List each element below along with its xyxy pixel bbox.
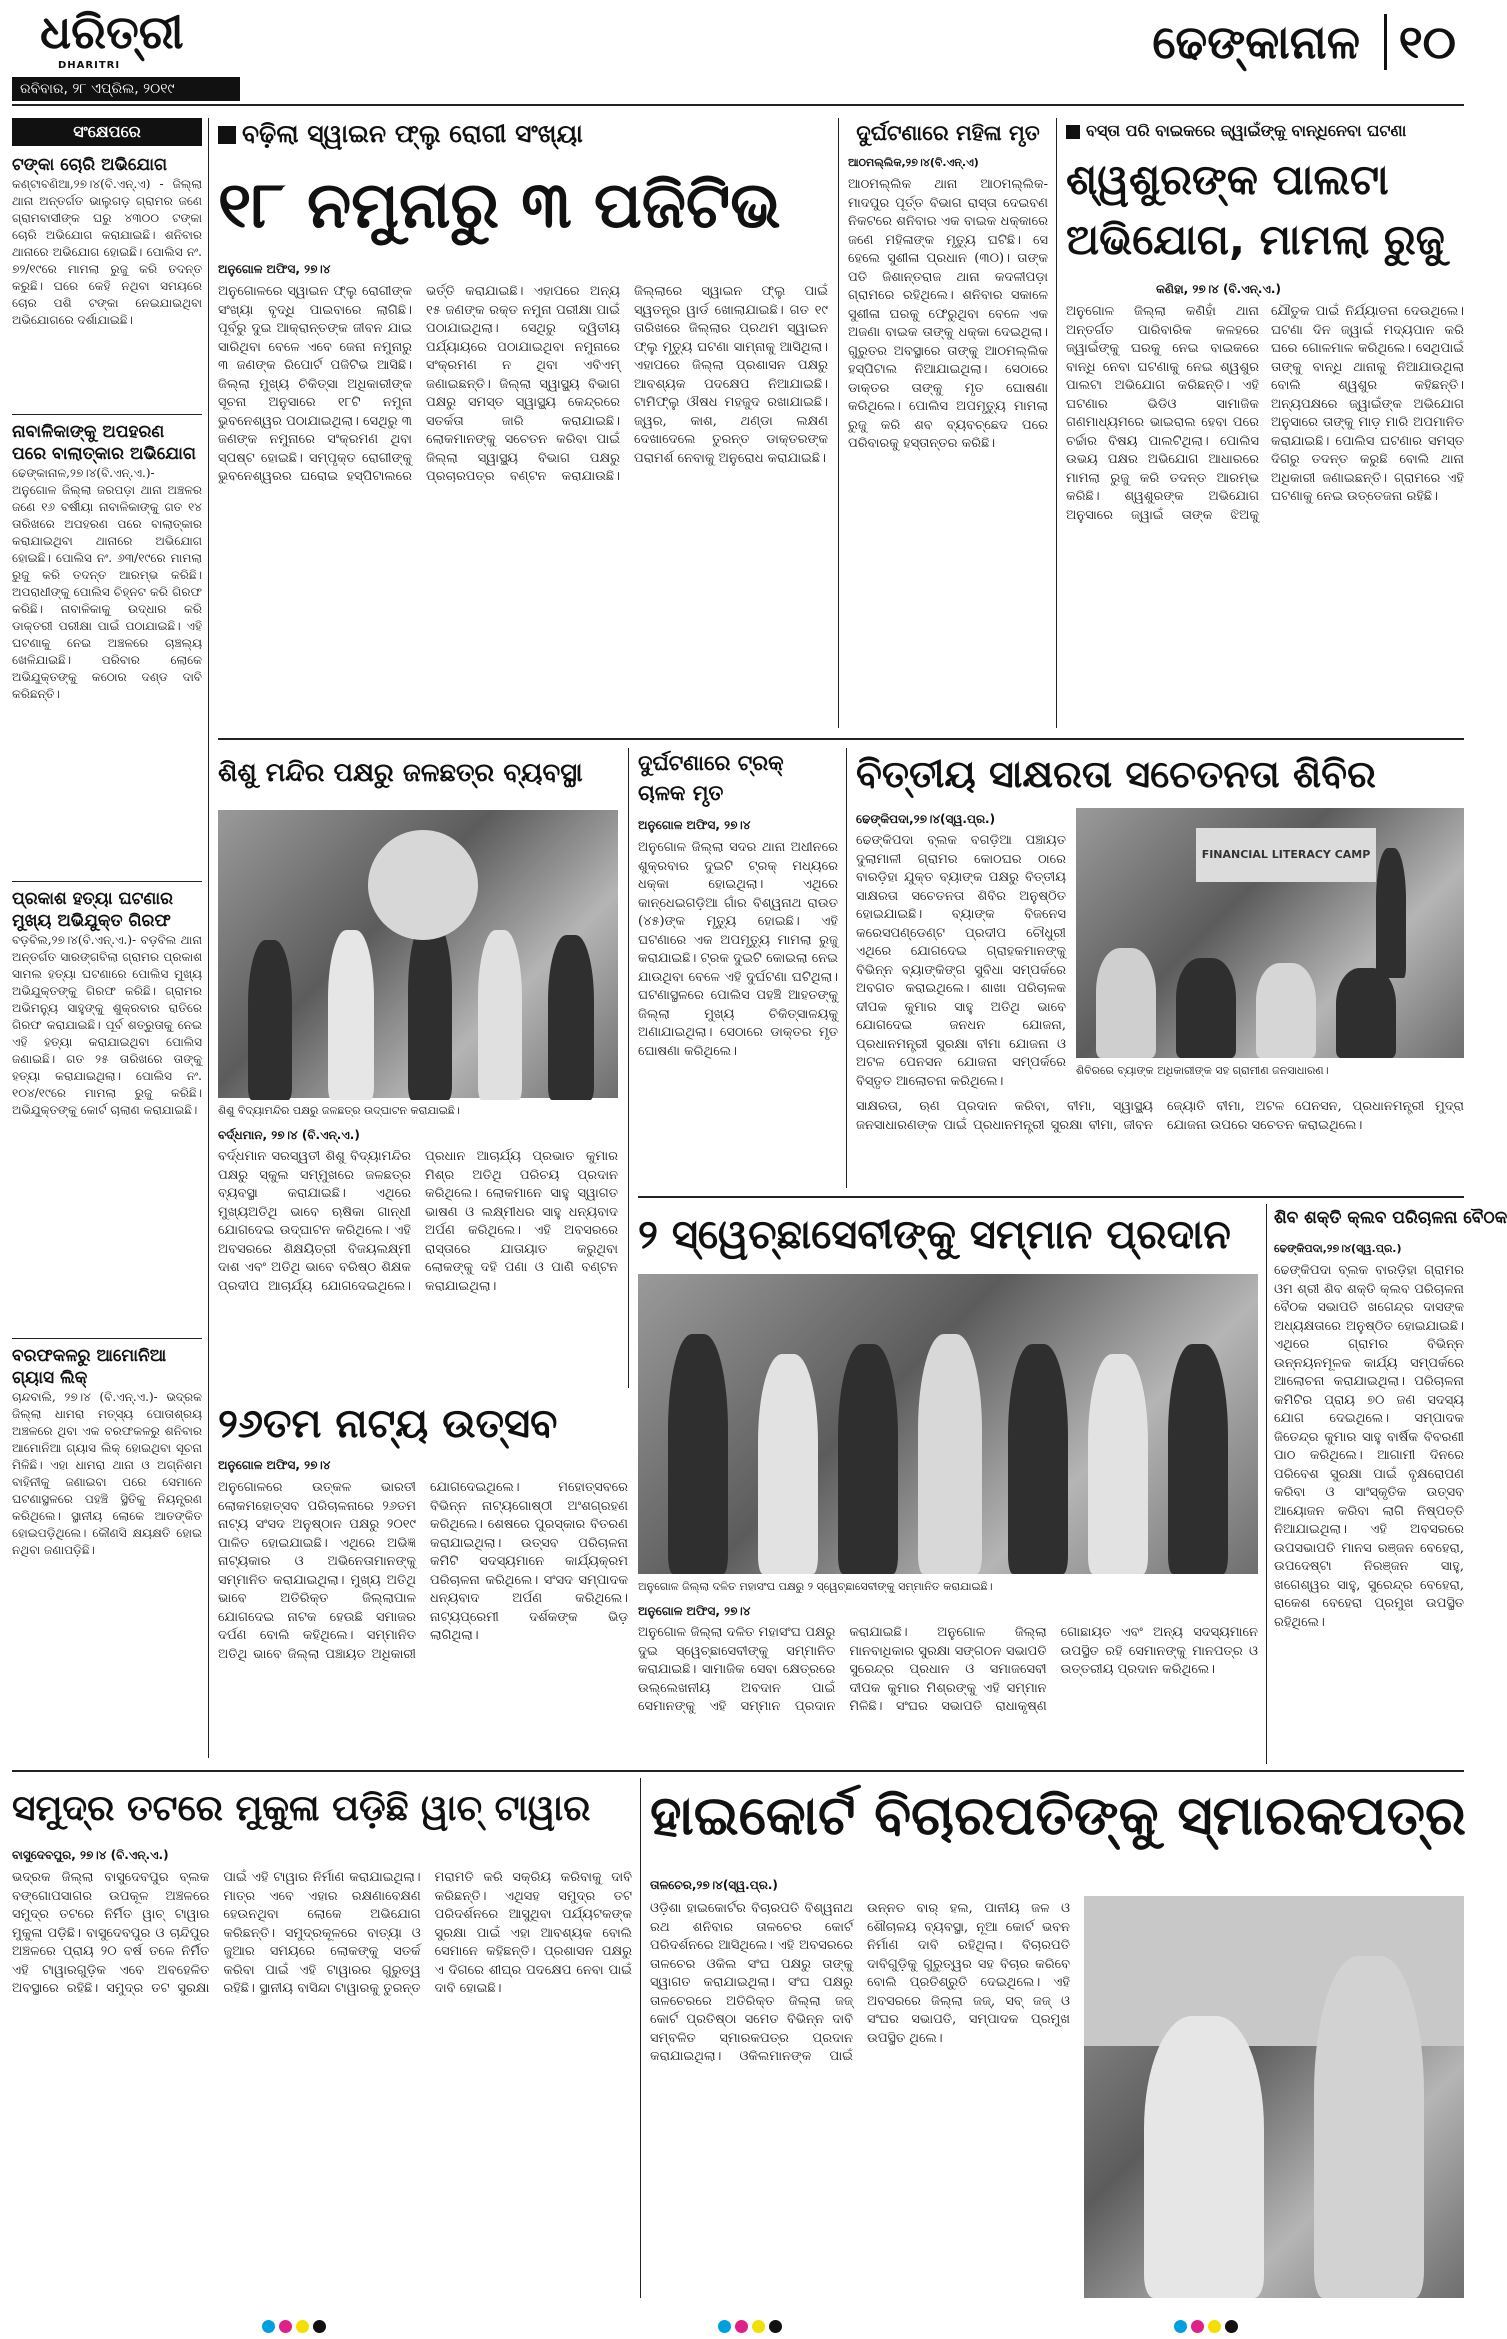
district-name: ଢେଙ୍କାନାଳ xyxy=(1152,15,1360,69)
story-headline: ଶିଶୁ ମନ୍ଦିର ପକ୍ଷରୁ ଜଳଛତ୍ର ବ୍ୟବସ୍ଥା xyxy=(218,758,583,788)
cmyk-dots xyxy=(260,2318,328,2334)
brief-divider xyxy=(12,414,202,415)
registration-marks xyxy=(260,2318,1240,2334)
photo-figure xyxy=(668,1334,728,1574)
story-body: ଓଡ଼ିଶା ହାଇକୋର୍ଟର ବିଚାରପତି ବିଶ୍ୱନାଥ ରଥ ଶନିବାର ତାଳଚେର କୋର୍ଟ ପରିଦର୍ଶନରେ ଆସିଥିଲେ। ଏହି ଅବସରରେ ତାଳଚେର ଓକିଲ ସଂଘ ପକ୍ଷରୁ ତାଙ୍କୁ ସ୍ୱାଗତ କରାଯାଇଥିଲା। ସଂଘ ପକ୍ଷରୁ ତାଳଚେରରେ ଅତିରିକ୍ତ ଜିଲ୍ଲା ଜଜ୍ କୋର୍ଟ ପ୍ରତିଷ୍ଠା ସମେତ ବିଭିନ୍ନ ଦାବି ସମ୍ବଳିତ ସ୍ମାରକପତ୍ର ପ୍ରଦାନ କରାଯାଇଥିଲା। ଓକିଲମାନଙ୍କ ପାଇଁ ଉନ୍ନତ ବାର୍ ହଲ, ପାନୀୟ ଜଳ ଓ ଶୌଚାଳୟ ବ୍ୟବସ୍ଥା, ନୂଆ କୋର୍ଟ ଭବନ ନିର୍ମାଣ ଦାବି ରହିଥିଲା। ବିଚାରପତି ଦାବିଗୁଡ଼ିକୁ ଗୁରୁତ୍ୱର ସହ ବିଚାର କରିବେ ବୋଲି ପ୍ରତିଶ୍ରୁତି ଦେଇଥିଲେ। ଏହି ଅବସରରେ ଜିଲ୍ଲା ଜଜ୍, ସବ୍ ଜଜ୍ ଓ ସଂଘର ସଭାପତି, ସମ୍ପାଦକ ପ୍ରମୁଖ ଉପସ୍ଥିତ ଥିଲେ। xyxy=(650,1901,1070,2064)
photo-figure xyxy=(1096,948,1156,1058)
brief-body: କଣ୍ଟାବଣିଆ,୨୭।୪(ବି.ଏନ୍.ଏ) - ଜିଲ୍ଲା ଥାନା ଅନ୍ତର୍ଗତ ଭାଲୁଗଡ଼ ଗ୍ରାମର ଜଣେ ଗ୍ରାମବାସୀଙ୍କ ଘରୁ ୪୩୦୦ ଟଙ୍କା ଚୋରି ଅଭିଯୋଗ କରାଯାଇଛି। ଶନିବାର ଥାନାରେ ଅଭିଯୋଗ ହୋଇଛି। ପୋଲିସ ନଂ. ୭୨/୧୯ରେ ମାମଲା ରୁଜୁ କରି ତଦନ୍ତ କରୁଛି। ଘରେ କେହି ନଥିବା ସମୟରେ ଚୋର ପଶି ଟଙ୍କା ନେଇଯାଇଥିବା ଅଭିଯୋଗରେ ଦର୍ଶାଯାଇଛି। xyxy=(12,177,202,327)
story-byline: ଅନୁଗୋଳ ଅଫିସ, ୨୭।୪ xyxy=(638,1604,751,1618)
photo-figure xyxy=(918,1334,982,1574)
page-number: ୧୦ xyxy=(1384,14,1456,70)
story-body: ଢେଙ୍କିପଦା ବ୍ଲକ ବଗଡ଼ିଆ ପଞ୍ଚାୟତ ଦୁଲାମାଳୀ ଗ୍ରାମର କୋଠଘର ଠାରେ ବାରଡ଼ିହା ଯୁକ୍ତ ବ୍ୟାଙ୍କ ପକ୍ଷରୁ ବିତ୍ତୀୟ ସାକ୍ଷରତା ସଚେତନତା ଶିବିର ଅନୁଷ୍ଠିତ ହୋଇଯାଇଛି। ବ୍ୟାଙ୍କ ବିଜନେସ କରେସପଣ୍ଡେଣ୍ଟ ପ୍ରଦୀପ ଚୌଧୁରୀ ଏଥିରେ ଯୋଗଦେଇ ଗ୍ରାହକମାନଙ୍କୁ ବିଭିନ୍ନ ବ୍ୟାଙ୍କିଙ୍ଗ ସୁବିଧା ସମ୍ପର୍କରେ ଅବଗତ କରାଇଥିଲେ। ଶାଖା ପରିଚାଳକ ଦୀପକ କୁମାର ସାହୁ ଅତିଥି ଭାବେ ଯୋଗଦେଇ ଜନଧନ ଯୋଜନା, ପ୍ରଧାନମନ୍ତ୍ରୀ ସୁରକ୍ଷା ବୀମା ଯୋଜନା ଓ ଅଟଳ ପେନସନ ଯୋଜନା ସମ୍ପର୍କରେ ବିସ୍ତୃତ ଆଲୋଚନା କରିଥିଲେ। xyxy=(856,833,1066,1089)
photo-caption: ଶିଶୁ ବିଦ୍ୟାମନ୍ଦିର ପକ୍ଷରୁ ଜଳଛତ୍ର ଉଦ୍‌ଘାଟନ କରାଯାଇଛି। xyxy=(218,1104,460,1117)
newspaper-logo-sub: DHARITRI xyxy=(58,60,121,71)
story-photo xyxy=(218,810,618,1098)
story-swine-flu xyxy=(218,118,828,728)
brief-column xyxy=(12,118,202,1758)
date-bar: ରବିବାର, ୨୮ ଏପ୍ରିଲ, ୨୦୧୯ xyxy=(12,77,240,101)
brief-item xyxy=(12,154,202,408)
bullet-square xyxy=(218,126,236,144)
story-body: ଢେଙ୍କିପଦା ବ୍ଲକ ବାରଡ଼ିହା ଗ୍ରାମର ଓମ ଶ୍ରୀ ଶିବ ଶକ୍ତି କ୍ଲବ ପରିଚାଳନା ବୈଠକ ସଭାପତି ଖଗେନ୍ଦ୍ର ଦାସଙ୍କ ଅଧ୍ୟକ୍ଷତାରେ ଅନୁଷ୍ଠିତ ହୋଇଯାଇଛି। ଏଥିରେ ଗ୍ରାମର ବିଭିନ୍ନ ଉନ୍ନୟନମୂଳକ କାର୍ଯ୍ୟ ସମ୍ପର୍କରେ ଆଲୋଚନା କରାଯାଇଥିଲା। ପରିଚାଳନା କମିଟିର ପ୍ରାୟ ୭୦ ଜଣ ସଦସ୍ୟ ଯୋଗ ଦେଇଥିଲେ। ସମ୍ପାଦକ ଜିତେନ୍ଦ୍ର କୁମାର ସାହୁ ବାର୍ଷିକ ବିବରଣୀ ପାଠ କରିଥିଲେ। ଆଗାମୀ ଦିନରେ ପରିବେଶ ସୁରକ୍ଷା ପାଇଁ ବୃକ୍ଷରୋପଣ କରିବା ଓ ସାଂସ୍କୃତିକ ଉତ୍ସବ ଆୟୋଜନ କରିବା ଲାଗି ନିଷ୍ପତ୍ତି ନିଆଯାଇଥିଲା। ଏହି ଅବସରରେ ଉପସଭାପତି ମାନସ ରଞ୍ଜନ ବେହେରା, ଉପଦେଷ୍ଟା ନିରଞ୍ଜନ ସାହୁ, ଖଗେଶ୍ୱର ସାହୁ, ସୁରେନ୍ଦ୍ର ବେହେରା, ରାକେଶ ବେହେରା ପ୍ରମୁଖ ଉପସ୍ଥିତ ରହିଥିଲେ। xyxy=(1274,1263,1464,1630)
story-body: ଅନୁଗୋଳରେ ଉତ୍କଳ ଭାରତୀ ଲୋକମହୋତ୍ସବ ପରିଚାଳନାରେ ୨୬ତମ ନାଟ୍ୟ ସଂସଦ ଅନୁଷ୍ଠାନ ପକ୍ଷରୁ ୨୦୧୯ ପାଳିତ ହୋଇଯାଇଛି। ଏଥିରେ ଅଭିଜ୍ଞ ନାଟ୍ୟକାର ଓ ଅଭିନେତାମାନଙ୍କୁ ସମ୍ମାନିତ କରାଯାଇଥିଲା। ମୁଖ୍ୟ ଅତିଥି ଭାବେ ଅତିରିକ୍ତ ଜିଲ୍ଲାପାଳ ଯୋଗଦେଇ ନାଟକ ହେଉଛି ସମାଜର ଦର୍ପଣ ବୋଲି କହିଥିଲେ। ସମ୍ମାନିତ ଅତିଥି ଭାବେ ଜିଲ୍ଲା ପଞ୍ଚାୟତ ଅଧିକାରୀ ଯୋଗଦେଇଥିଲେ। ମହୋତ୍ସବରେ ବିଭିନ୍ନ ନାଟ୍ୟଗୋଷ୍ଠୀ ଅଂଶଗ୍ରହଣ କରିଥିଲେ। ଶେଷରେ ପୁରସ୍କାର ବିତରଣ କରାଯାଇଥିଲା। ଉତ୍ସବ ପରିଚାଳନା କମିଟି ସଦସ୍ୟମାନେ କାର୍ଯ୍ୟକ୍ରମ ପରିଚାଳନା କରିଥିଲେ। ସଂସଦ ସମ୍ପାଦକ ଧନ୍ୟବାଦ ଅର୍ପଣ କରିଥିଲେ। ନାଟ୍ୟପ୍ରେମୀ ଦର୍ଶକଙ୍କ ଭିଡ଼ ଲାଗିଥିଲା। xyxy=(218,1480,628,1662)
photo-figure xyxy=(548,935,594,1100)
row-rule xyxy=(12,1770,1464,1772)
photo-figure xyxy=(838,1344,898,1574)
story-natya-utsav xyxy=(218,1396,628,1766)
story-headline: ହାଇକୋର୍ଟ ବିଚାରପତିଙ୍କୁ ସ୍ମାରକପତ୍ର xyxy=(650,1784,1466,1847)
story-shiv-shakti xyxy=(1274,1204,1507,1764)
story-byline: ଅନୁଗୋଳ ଅଫିସ, ୨୭।୪ xyxy=(638,818,751,832)
brief-divider xyxy=(12,881,202,882)
photo-figure xyxy=(1376,848,1406,978)
photo-figure xyxy=(408,920,452,1100)
brief-headline: ଟଙ୍କା ଚୋରି ଅଭିଯୋଗ xyxy=(12,155,168,175)
story-body: ଭଦ୍ରକ ଜିଲ୍ଲା ବାସୁଦେବପୁର ବ୍ଲକ ବଙ୍ଗୋପସାଗର ଉପକୂଳ ଅଞ୍ଚଳରେ ସମୁଦ୍ର ତଟରେ ନିର୍ମିତ ୱାଚ୍ ଟାୱାର ମୁକୁଳା ପଡ଼ିଛି। ବାସୁଦେବପୁର ଓ ଚାନ୍ଦିପୁର ଅଞ୍ଚଳରେ ପ୍ରାୟ ୨୦ ବର୍ଷ ତଳେ ନିର୍ମିତ ଏହି ଟାୱାରଗୁଡ଼ିକ ଏବେ ଅବହେଳିତ ଅବସ୍ଥାରେ ରହିଛି। ସମୁଦ୍ର ତଟ ସୁରକ୍ଷା ପାଇଁ ଏହି ଟାୱାର ନିର୍ମାଣ କରାଯାଇଥିଲା। ମାତ୍ର ଏବେ ଏହାର ରକ୍ଷଣାବେକ୍ଷଣ ହେଉନଥିବା ଲୋକେ ଅଭିଯୋଗ କରିଛନ୍ତି। ସମୁଦ୍ରକୂଳରେ ବାତ୍ୟା ଓ ଜୁଆର ସମୟରେ ଲୋକଙ୍କୁ ସତର୍କ କରିବା ପାଇଁ ଏହି ଟାୱାରର ଗୁରୁତ୍ୱ ରହିଛି। ସ୍ଥାନୀୟ ବାସିନ୍ଦା ଟାୱାରକୁ ତୁରନ୍ତ ମରାମତି କରି ସକ୍ରିୟ କରିବାକୁ ଦାବି କରିଛନ୍ତି। ଏଥିସହ ସମୁଦ୍ର ତଟ ପରିଦର୍ଶନରେ ଆସୁଥିବା ପର୍ଯ୍ୟଟକଙ୍କ ସୁରକ୍ଷା ପାଇଁ ଏହା ଆବଶ୍ୟକ ବୋଲି ସେମାନେ କହିଛନ୍ତି। ପ୍ରଶାସନ ପକ୍ଷରୁ ଏ ଦିଗରେ ଶୀଘ୍ର ପଦକ୍ଷେପ ନେବା ପାଇଁ ଦାବି ହୋଇଛି। xyxy=(12,1870,632,1996)
photo-figure xyxy=(1314,1956,1424,2298)
story-headline: ଶ୍ୱଶୁରଙ୍କ ପାଲଟା ଅଭିଯୋଗ, ମାମଲା ରୁଜୁ xyxy=(1066,155,1445,264)
story-body: ଅନୁଗୋଳ ଜିଲ୍ଲା ଦଳିତ ମହାସଂଘ ପକ୍ଷରୁ ଦୁଇ ସ୍ୱେଚ୍ଛାସେବୀଙ୍କୁ ସମ୍ମାନିତ କରାଯାଇଛି। ସାମାଜିକ ସେବା କ୍ଷେତ୍ରରେ ଉଲ୍ଲେଖନୀୟ ଅବଦାନ ପାଇଁ ସେମାନଙ୍କୁ ଏହି ସମ୍ମାନ ପ୍ରଦାନ କରାଯାଇଛି। ଅନୁଗୋଳ ଜିଲ୍ଲା ମାନବାଧିକାର ସୁରକ୍ଷା ସଙ୍ଗଠନ ସଭାପତି ସୁରେନ୍ଦ୍ର ପ୍ରଧାନ ଓ ସମାଜସେବୀ ଦୀପକ କୁମାର ମିଶ୍ରଙ୍କୁ ଏହି ସମ୍ମାନ ମିଳିଛି। ସଂଘର ସଭାପତି ରାଧାକୃଷ୍ଣ ଗୋଛାୟତ ଏବଂ ଅନ୍ୟ ସଦସ୍ୟମାନେ ଉପସ୍ଥିତ ରହି ସେମାନଙ୍କୁ ମାନପତ୍ର ଓ ଉତ୍ତରୀୟ ପ୍ରଦାନ କରିଥିଲେ। xyxy=(638,1625,1258,1714)
column-rule xyxy=(1056,118,1057,728)
story-byline: ଅନୁଗୋଳ ଅଫିସ, ୨୭।୪ xyxy=(218,262,331,276)
photo-figure xyxy=(1256,963,1316,1058)
masthead xyxy=(0,0,1476,108)
story-kicker: ବସ୍ତା ପରି ବାଇକରେ ଜ୍ୱାଇଁଙ୍କୁ ବାନ୍ଧିନେବା ଘଟଣା xyxy=(1066,118,1464,144)
story-byline: ତାଳଚେର,୨୭।୪(ସ୍ୱ.ପ୍ର.) xyxy=(650,1878,778,1892)
story-body: ବର୍ଦ୍ଧମାନ ସରସ୍ୱତୀ ଶିଶୁ ବିଦ୍ୟାମନ୍ଦିର ପକ୍ଷରୁ ସ୍କୁଲ ସମ୍ମୁଖରେ ଜଳଛତ୍ର ବ୍ୟବସ୍ଥା କରାଯାଇଛି। ଏଥିରେ ମୁଖ୍ୟଅତିଥି ଭାବେ ଋଷିକା ଗାନ୍ଧୀ ଯୋଗଦେଇ ଉଦ୍‌ଘାଟନ କରିଥିଲେ। ଏହି ଅବସରରେ ଶିକ୍ଷୟିତ୍ରୀ ବିଜୟଲକ୍ଷ୍ମୀ ଦାଶ ଏବଂ ଅତିଥି ଭାବେ ବରିଷ୍ଠ ଶିକ୍ଷକ ପ୍ରଦୀପ ଆଚାର୍ଯ୍ୟ ଯୋଗଦେଇଥିଲେ। ପ୍ରଧାନ ଆଚାର୍ଯ୍ୟ ପ୍ରଭାତ କୁମାର ମିଶ୍ର ଅତିଥି ପରିଚୟ ପ୍ରଦାନ କରିଥିଲେ। ଲୋକମାନେ ସାହୁ ସ୍ୱାଗତ ଭାଷଣ ଓ ଲକ୍ଷ୍ମୀଧର ସାହୁ ଧନ୍ୟବାଦ ଅର୍ପଣ କରିଥିଲେ। ଏହି ଅବସରରେ ରାସ୍ତାରେ ଯାତାୟାତ କରୁଥିବା ଲୋକଙ୍କୁ ଦହି ପଣା ଓ ପାଣି ବଣ୍ଟନ କରାଯାଇଥିଲା। xyxy=(218,1149,618,1294)
brief-item xyxy=(12,888,202,1332)
photo-figure xyxy=(248,940,292,1100)
brief-body: ବଡ଼ବିଲ,୨୭।୪(ବି.ଏନ୍.ଏ.)- ବଡ଼ବିଲ ଥାନା ଅନ୍ତର୍ଗତ ସାରଙ୍ଗବିଲା ଗ୍ରାମର ପ୍ରକାଶ ସାମଲ ହତ୍ୟା ଘଟଣାରେ ପୋଲିସ ମୁଖ୍ୟ ଅଭିଯୁକ୍ତଙ୍କୁ ଗିରଫ କରିଛି। ଗ୍ରାମର ଅଭିମନ୍ୟୁ ସାହୁଙ୍କୁ ଶୁକ୍ରବାର ରାତିରେ ଗିରଫ କରାଯାଇଛି। ପୂର୍ବ ଶତ୍ରୁତାକୁ ନେଇ ଏହି ହତ୍ୟା କରାଯାଇଥିବା ପୋଲିସ ଜଣାଇଛି। ଗତ ୨୫ ତାରିଖରେ ତାଙ୍କୁ ହତ୍ୟା କରାଯାଇଥିଲା। ପୋଲିସ ନଂ. ୧୦୪/୧୯ରେ ମାମଲା ରୁଜୁ କରିଛି। ଅଭିଯୁକ୍ତଙ୍କୁ କୋର୍ଟ ଚାଲାଣ କରାଯାଇଛି। xyxy=(12,933,202,1117)
story-headline: ଶିବ ଶକ୍ତି କ୍ଲବ ପରିଚାଳନା ବୈଠକ xyxy=(1274,1208,1507,1228)
story-headline: ଦୁର୍ଘଟଣାରେ ମହିଳା ମୃତ xyxy=(856,121,1040,145)
photo-figure xyxy=(1144,2016,1264,2298)
photo-figure xyxy=(1168,1344,1228,1574)
story-headline: ସମୁଦ୍ର ତଟରେ ମୁକୁଳା ପଡ଼ିଛି ୱାଚ୍ ଟାୱାର xyxy=(12,1788,591,1829)
brief-body: ଢେଙ୍କାନାଳ,୨୭।୪(ବି.ଏନ୍.ଏ.)- ଅନୁଗୋଳ ଜିଲ୍ଲା ଜରପଡ଼ା ଥାନା ଅଞ୍ଚଳର ଜଣେ ୧୬ ବର୍ଷୀୟା ନାବାଳିକାଙ୍କୁ ଗତ ୧୪ ତାରିଖରେ ଅପହରଣ ପରେ ବାଲାତ୍କାର କରାଯାଇଥିବା ଥାନାରେ ଅଭିଯୋଗ ହୋଇଛି। ପୋଲିସ ନଂ. ୬୩/୧୯ରେ ମାମଲା ରୁଜୁ କରି ତଦନ୍ତ ଆରମ୍ଭ କରିଛି। ଅପରାଧୀଙ୍କୁ ପୋଲିସ ଚିହ୍ନଟ କରି ଗିରଫ କରିଛି। ନାବାଳିକାକୁ ଉଦ୍ଧାର କରି ଡାକ୍ତରୀ ପରୀକ୍ଷା ପାଇଁ ପଠାଯାଇଛି। ଏହି ଘଟଣାକୁ ନେଇ ଅଞ୍ଚଳରେ ଚାଞ୍ଚଲ୍ୟ ଖେଳିଯାଇଛି। ପରିବାର ଲୋକେ ଅଭିଯୁକ୍ତଙ୍କୁ କଠୋର ଦଣ୍ଡ ଦାବି କରିଛନ୍ତି। xyxy=(12,466,202,701)
newspaper-logo: ଧରିତ୍ରୀ xyxy=(40,5,184,59)
column-rule xyxy=(208,118,209,1758)
column-rule xyxy=(640,1778,641,2298)
brief-tag: ସଂକ୍ଷେପରେ xyxy=(12,118,202,146)
photo-figure xyxy=(1176,958,1236,1058)
story-woman-accident xyxy=(848,118,1048,728)
story-father-in-law xyxy=(1066,118,1464,728)
photo-figure xyxy=(758,1354,818,1574)
photo-caption: ଅନୁଗୋଳ ଜିଲ୍ଲା ଦଳିତ ମହାସଂଘ ପକ୍ଷରୁ ୨ ସ୍ୱେଚ୍ଛାସେବୀଙ୍କୁ ସମ୍ମାନିତ କରାଯାଇଛି। xyxy=(638,1580,993,1593)
story-financial-literacy xyxy=(856,748,1464,1188)
photo-banner: FINANCIAL LITERACY CAMP xyxy=(1196,828,1376,882)
column-rule xyxy=(628,748,629,1388)
story-headline: ଦୁର୍ଘଟଣାରେ ଟ୍ରକ୍ ଚାଳକ ମୃତ xyxy=(638,751,784,805)
story-byline: ବାସୁଦେବପୁର, ୨୭।୪ (ବି.ଏନ୍.ଏ.) xyxy=(12,1848,169,1862)
cmyk-dots xyxy=(716,2318,784,2334)
story-volunteer-honour xyxy=(638,1204,1258,1764)
photo-figure xyxy=(1336,968,1396,1058)
story-byline: ଅନୁଗୋଳ ଅଫିସ, ୨୭।୪ xyxy=(218,1458,331,1472)
masthead-rule xyxy=(12,104,1464,106)
story-headline: ୨ ସ୍ୱେଚ୍ଛାସେବୀଙ୍କୁ ସମ୍ମାନ ପ୍ରଦାନ xyxy=(638,1212,1231,1258)
story-headline: ୨୬ତମ ନାଟ୍ୟ ଉତ୍ସବ xyxy=(218,1401,558,1447)
column-rule xyxy=(838,118,839,728)
brief-item xyxy=(12,421,202,875)
photo-figure xyxy=(478,930,522,1100)
story-byline: ବର୍ଦ୍ଧମାନ, ୨୭।୪ (ବି.ଏନ୍.ଏ.) xyxy=(218,1128,360,1142)
brief-item xyxy=(12,1345,202,1789)
story-watch-tower xyxy=(12,1778,632,2298)
row-rule xyxy=(638,1196,1464,1198)
photo-figure xyxy=(1088,1354,1148,1574)
story-body: ଅନୁଗୋଳ ଜିଲ୍ଲା ସଦର ଥାନା ଅଧୀନରେ ଶୁକ୍ରବାର ଦୁଇଟି ଟ୍ରକ୍ ମଧ୍ୟରେ ଧକ୍କା ହୋଇଥିଲା। ଏଥିରେ କାନ୍ଧେଇଗଡ଼ିଆ ଗାଁର ବିଶ୍ୱନାଥ ରାଉତ (୪୫)ଙ୍କ ମୃତ୍ୟୁ ହୋଇଛି। ଏହି ଘଟଣାରେ ଏକ ଅପମୃତ୍ୟୁ ମାମଲା ରୁଜୁ କରାଯାଇଛି। ଟ୍ରକ ଦୁଇଟି କୋଇଲା ନେଇ ଯାଉଥିବା ବେଳେ ଏହି ଦୁର୍ଘଟଣା ଘଟିଥିଲା। ଘଟଣାସ୍ଥଳରେ ପୋଲିସ ପହଞ୍ଚି ଆହତଙ୍କୁ ଜିଲ୍ଲା ମୁଖ୍ୟ ଚିକିତ୍ସାଳୟକୁ ଅଣାଯାଇଥିଲା। ସେଠାରେ ଡାକ୍ତର ମୃତ ଘୋଷଣା କରିଥିଲେ। xyxy=(638,840,838,1059)
brief-headline: ନାବାଳିକାଙ୍କୁ ଅପହରଣ ପରେ ବାଲାତ୍କାର ଅଭିଯୋଗ xyxy=(12,422,196,464)
story-headline: ବିତ୍ତୀୟ ସାକ୍ଷରତା ସଚେତନତା ଶିବିର xyxy=(856,752,1376,796)
photo-figure xyxy=(328,930,374,1100)
story-byline: କଣିହା, ୨୭।୪ (ବି.ଏନ୍.ଏ.) xyxy=(1156,282,1281,296)
brief-divider xyxy=(12,1338,202,1339)
story-body: ଅନୁଗୋଳରେ ସ୍ୱାଇନ ଫ୍ଲୁ ରୋଗୀଙ୍କ ସଂଖ୍ୟା ବୃଦ୍ଧି ପାଇବାରେ ଲାଗିଛି। ପୂର୍ବରୁ ଦୁଇ ଆକ୍ରାନ୍ତଙ୍କ ଜୀବନ ଯାଇ ସାରିଥିବା ବେଳେ ଏବେ ଜେନା ନମୁନାରୁ ୩ ଜଣଙ୍କ ରିପୋର୍ଟ ପଜିଟିଭ ଆସିଛି। ଜିଲ୍ଲା ମୁଖ୍ୟ ଚିକିତ୍ସା ଅଧିକାରୀଙ୍କ ସୂଚନା ଅନୁସାରେ ୧୮ଟି ନମୁନା ଭୁବନେଶ୍ୱର ପଠାଯାଇଥିଲା। ସେଥିରୁ ୩ ଜଣଙ୍କ ନମୁନାରେ ସଂକ୍ରମଣ ଥିବା ସ୍ପଷ୍ଟ ହୋଇଛି। ସମ୍ପୃକ୍ତ ରୋଗୀଙ୍କୁ ଭୁବନେଶ୍ୱରର ଘରୋଇ ହସ୍ପିଟାଲରେ ଭର୍ତ୍ତି କରାଯାଇଛି। ଏହାପରେ ଅନ୍ୟ ୧୫ ଜଣଙ୍କ ରକ୍ତ ନମୁନା ପରୀକ୍ଷା ପାଇଁ ପଠାଯାଇଥିଲା। ସେଥିରୁ ଦ୍ୱିତୀୟ ପର୍ଯ୍ୟାୟରେ ପଠାଯାଇଥିବା ନମୁନାରେ ସଂକ୍ରମଣ ନ ଥିବା ଏବିଏମ୍ ଜଣାଇଛନ୍ତି। ଜିଲ୍ଲା ସ୍ୱାସ୍ଥ୍ୟ ବିଭାଗ ପକ୍ଷରୁ ସମସ୍ତ ସ୍ୱାସ୍ଥ୍ୟ କେନ୍ଦ୍ରରେ ସତର୍କତା ଜାରି କରାଯାଇଛି। ଲୋକମାନଙ୍କୁ ସଚେତନ କରିବା ପାଇଁ ଜିଲ୍ଲା ସ୍ୱାସ୍ଥ୍ୟ ବିଭାଗ ପକ୍ଷରୁ ପ୍ରଚାରପତ୍ର ବଣ୍ଟନ କରାଯାଉଛି। ଜିଲ୍ଲାରେ ସ୍ୱାଇନ ଫ୍ଲୁ ପାଇଁ ସ୍ୱତନ୍ତ୍ର ୱାର୍ଡ ଖୋଲାଯାଇଛି। ଗତ ୧୯ ତାରିଖରେ ଜିଲ୍ଲାର ପ୍ରଥମ ସ୍ୱାଇନ ଫ୍ଲୁ ମୃତ୍ୟୁ ଘଟଣା ସାମ୍ନାକୁ ଆସିଥିଲା। ଏହାପରେ ଜିଲ୍ଲା ପ୍ରଶାସନ ପକ୍ଷରୁ ଆବଶ୍ୟକ ପଦକ୍ଷେପ ନିଆଯାଇଛି। ଟାମିଫ୍ଲୁ ଔଷଧ ମହଜୁଦ ରଖାଯାଇଛି। ଜ୍ୱର, କାଶ, ଥଣ୍ଡା ଲକ୍ଷଣ ଦେଖାଦେଲେ ତୁରନ୍ତ ଡାକ୍ତରଙ୍କ ପରାମର୍ଶ ନେବାକୁ ଅନୁରୋଧ କରାଯାଇଛି। xyxy=(218,284,828,484)
story-byline: ଢେଙ୍କିପଦା,୨୭।୪(ସ୍ୱ.ପ୍ର.) xyxy=(1274,1242,1402,1255)
story-shishu-mandir xyxy=(218,748,618,1388)
brief-headline: ପ୍ରକାଶ ହତ୍ୟା ଘଟଣାର ମୁଖ୍ୟ ଅଭିଯୁକ୍ତ ଗିରଫ xyxy=(12,889,174,931)
story-body: ଆଠମଲ୍ଲିକ ଥାନା ଆଠମଲ୍ଲିକ-ମାଦପୁର ପୂର୍ତ୍ତ ବିଭାଗ ରାସ୍ତା ଦେଇବଣ ନିକଟରେ ଶନିବାର ଏକ ବାଇକ ଧକ୍କାରେ ଜଣେ ମହିଳାଙ୍କ ମୃତ୍ୟୁ ଘଟିଛି। ସେ ହେଲେ ସୁଶୀଳା ପ୍ରଧାନ (୩୦)। ତାଙ୍କ ପତି ଜିଶାନ୍ତରାଜ ଥାନା କଦଳୀପଡ଼ା ଗ୍ରାମରେ ରହିଥିଲେ। ଶନିବାର ସକାଳେ ସୁଶୀଳା ଘରକୁ ଫେରୁଥିବା ବେଳେ ଏକ ଅଜଣା ବାଇକ ତାଙ୍କୁ ଧକ୍କା ଦେଇଥିଲା। ଗୁରୁତର ଅବସ୍ଥାରେ ତାଙ୍କୁ ଆଠମଲ୍ଲିକ ହସ୍ପିଟାଲ ନିଆଯାଇଥିଲା। ସେଠାରେ ଡାକ୍ତର ତାଙ୍କୁ ମୃତ ଘୋଷଣା କରିଥିଲେ। ପୋଲିସ ଅପମୃତ୍ୟୁ ମାମଲା ରୁଜୁ କରି ଶବ ବ୍ୟବଚ୍ଛେଦ ପରେ ପରିବାରକୁ ହସ୍ତାନ୍ତର କରିଛି। xyxy=(848,177,1048,451)
photo-figure xyxy=(1008,1344,1068,1574)
story-photo xyxy=(1076,808,1464,1058)
bullet-square xyxy=(1066,125,1080,139)
photo-banner xyxy=(368,830,478,940)
cmyk-dots xyxy=(1172,2318,1240,2334)
story-photo xyxy=(638,1274,1258,1574)
story-body: ଅନୁଗୋଳ ଜିଲ୍ଲା କଣିହାଁ ଥାନା ଅନ୍ତର୍ଗତ ପାରିବାରିକ କଳହରେ ଜ୍ୱାଇଁଙ୍କୁ ଘରକୁ ନେଇ ବାଇକରେ ବାନ୍ଧି ନେବା ଘଟଣାକୁ ନେଇ ଶ୍ୱଶୁର ପାଲଟା ଅଭିଯୋଗ କରିଛନ୍ତି। ଏହି ଘଟଣାର ଭିଡିଓ ସାମାଜିକ ଗଣମାଧ୍ୟମରେ ଭାଇରାଲ ହେବା ପରେ ଚର୍ଚ୍ଚାର ବିଷୟ ପାଲଟିଥିଲା। ପୋଲିସ ଉଭୟ ପକ୍ଷର ଅଭିଯୋଗ ଆଧାରରେ ମାମଲା ରୁଜୁ କରି ତଦନ୍ତ ଆରମ୍ଭ କରିଛି। ଶ୍ୱଶୁରଙ୍କ ଅଭିଯୋଗ ଅନୁସାରେ ଜ୍ୱାଇଁ ତାଙ୍କ ଝିଅକୁ ଯୌତୁକ ପାଇଁ ନିର୍ଯ୍ୟାତନା ଦେଉଥିଲେ। ଘଟଣା ଦିନ ଜ୍ୱାଇଁ ମଦ୍ୟପାନ କରି ଘରେ ଗୋଳମାଳ କରିଥିଲେ। ସେଥିପାଇଁ ତାଙ୍କୁ ବାନ୍ଧି ଥାନାକୁ ନିଆଯାଉଥିଲା ବୋଲି ଶ୍ୱଶୁର କହିଛନ୍ତି। ଅନ୍ୟପକ୍ଷରେ ଜ୍ୱାଇଁଙ୍କ ଅଭିଯୋଗ ଅନୁସାରେ ତାଙ୍କୁ ମାଡ଼ ମାରି ଅପମାନିତ କରାଯାଇଛି। ପୋଲିସ ଘଟଣାର ସମସ୍ତ ଦିଗରୁ ତଦନ୍ତ କରୁଛି ବୋଲି ଥାନା ଅଧିକାରୀ ଜଣାଇଛନ୍ତି। ଗ୍ରାମରେ ଏହି ଘଟଣାକୁ ନେଇ ଉତ୍ତେଜନା ରହିଛି। xyxy=(1066,304,1464,523)
row-rule xyxy=(218,738,1464,740)
brief-headline: ବରଫକଳରୁ ଆମୋନିଆ ଗ୍ୟାସ ଲିକ୍ xyxy=(12,1346,167,1388)
story-byline: ଢେଙ୍କିପଦା,୨୭।୪(ସ୍ୱ.ପ୍ର.) xyxy=(856,812,996,826)
photo-caption: ଶିବିରରେ ବ୍ୟାଙ୍କ ଅଧିକାରୀଙ୍କ ସହ ଗ୍ରାମୀଣ ଜନସାଧାରଣ। xyxy=(1076,1064,1329,1077)
story-truck-accident xyxy=(638,748,838,1188)
brief-body: ଚାନ୍ଦବାଲି, ୨୭।୪ (ବି.ଏନ୍.ଏ.)- ଭଦ୍ରକ ଜିଲ୍ଲା ଧାମରା ମତ୍ସ୍ୟ ପୋତାଶ୍ରୟ ଅଞ୍ଚଳରେ ଥିବା ଏକ ବରଫକଳରୁ ଶନିବାର ଆମୋନିଆ ଗ୍ୟାସ ଲିକ୍ ହୋଇଥିବା ସୂଚନା ମିଳିଛି। ଏହା ଧାମରା ଥାନା ଓ ଅଗ୍ନିଶମ ବାହିନୀକୁ ଜଣାଇବା ପରେ ସେମାନେ ଘଟଣାସ୍ଥଳରେ ପହଞ୍ଚି ସ୍ଥିତିକୁ ନିୟନ୍ତ୍ରଣ କରିଥିଲେ। ସ୍ଥାନୀୟ ଲୋକେ ଆତଙ୍କିତ ହୋଇପଡ଼ିଥିଲେ। କୌଣସି କ୍ଷୟକ୍ଷତି ହୋଇ ନଥିବା ଜଣାପଡ଼ିଛି। xyxy=(12,1390,202,1557)
story-body-continued: ସାକ୍ଷରତା, ଋଣ ପ୍ରଦାନ କରିବା, ବୀମା, ସ୍ୱାସ୍ଥ୍ୟ ଜନସାଧାରଣଙ୍କ ପାଇଁ ପ୍ରଧାନମନ୍ତ୍ରୀ ସୁରକ୍ଷା ବୀମା, ଜୀବନ ଜ୍ୟୋତି ବୀମା, ଅଟଳ ପେନସନ, ପ୍ରଧାନମନ୍ତ୍ରୀ ମୁଦ୍ରା ଯୋଜନା ଉପରେ ସଚେତନ କରାଇଥିଲେ। xyxy=(856,1099,1464,1133)
story-headline: ୧୮ ନମୁନାରୁ ୩ ପଜିଟିଭ xyxy=(218,169,781,243)
story-byline: ଆଠମଲ୍ଲିକ,୨୭।୪(ବି.ଏନ୍.ଏ) xyxy=(848,156,979,169)
story-photo xyxy=(1084,1896,1464,2298)
column-rule xyxy=(846,748,847,1188)
story-high-court xyxy=(650,1778,1464,2298)
story-kicker: ବଢ଼ିଲା ସ୍ୱାଇନ ଫ୍ଲୁ ରୋଗୀ ସଂଖ୍ୟା xyxy=(218,118,828,150)
column-rule xyxy=(1266,1204,1267,1764)
